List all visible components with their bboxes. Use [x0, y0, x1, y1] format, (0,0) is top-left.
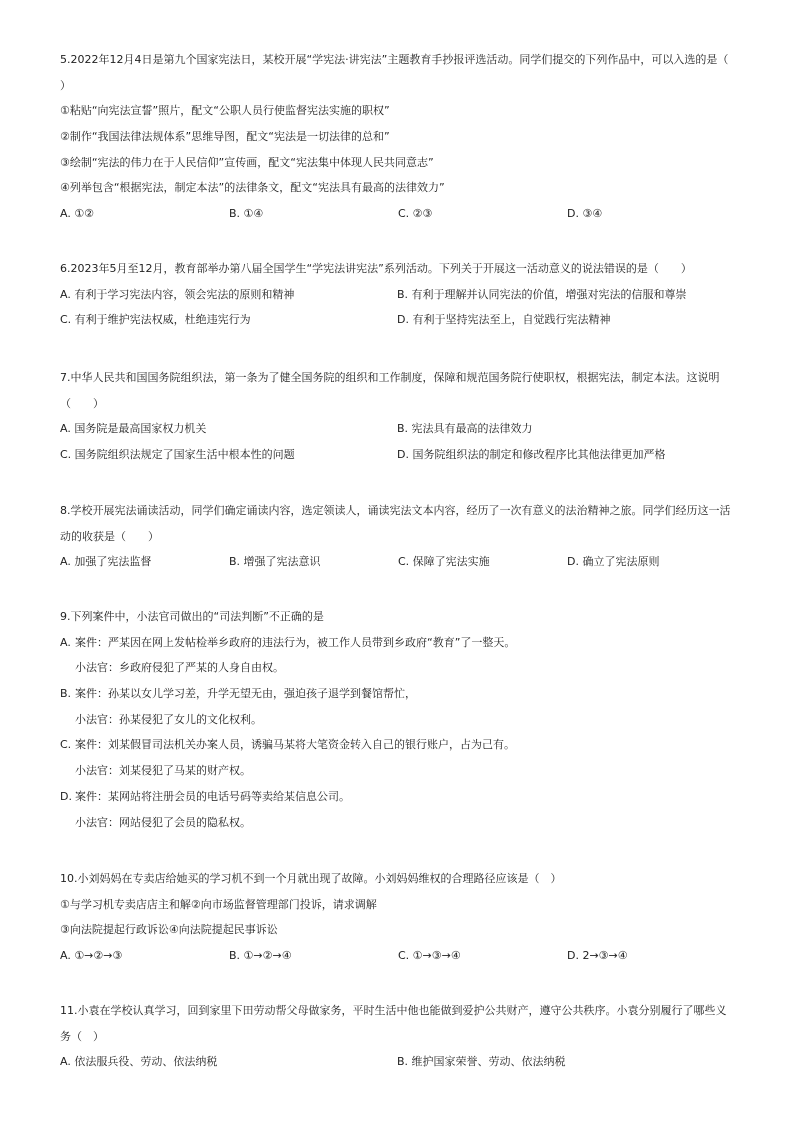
option-case: 案件：刘某假冒司法机关办案人员，诱骗马某将大笔资金转入自己的银行账户，占为己有。	[75, 738, 515, 752]
option-a[interactable]: A. ①②	[60, 207, 95, 221]
option-b[interactable]: B. 宪法具有最高的法律效力	[397, 422, 533, 436]
question-7-stem: 7.中华人民共和国国务院组织法，第一条为了健全国务院的组织和工作制度，保障和规范国务院行使职权，根据宪法，制定本法。这说明	[60, 371, 720, 384]
option-label: C.	[60, 738, 72, 752]
option-b[interactable]: B. 维护国家荣誉、劳动、依法纳税	[397, 1055, 566, 1069]
option-a[interactable]	[60, 630, 740, 656]
option-c-judgement	[60, 758, 740, 784]
option-label: B.	[60, 687, 72, 701]
option-b[interactable]	[60, 681, 740, 707]
option-c[interactable]: C. 有利于维护宪法权威，杜绝违宪行为	[60, 313, 251, 327]
question-10-item: ③向法院提起行政诉讼④向法院提起民事诉讼	[60, 923, 278, 937]
option-a[interactable]: A. 国务院是最高国家权力机关	[60, 422, 207, 436]
option-label: A.	[60, 635, 71, 649]
option-d[interactable]: D. ③④	[567, 207, 603, 221]
question-11-options-row1	[60, 1049, 740, 1075]
question-5-item: ④列举包含“根据宪法，制定本法”的法律条文，配文“宪法具有最高的法律效力”	[60, 181, 445, 195]
option-d[interactable]: D. 国务院组织法的制定和修改程序比其他法律更加严格	[397, 448, 666, 462]
option-case: 案件：严某因在网上发帖检举乡政府的违法行为，被工作人员带到乡政府“教育”了一整天。	[75, 635, 516, 649]
option-judge: 小法官：乡政府侵犯了严某的人身自由权。	[75, 661, 284, 675]
option-case: 案件：某网站将注册会员的电话号码等卖给某信息公司。	[75, 789, 350, 803]
option-b[interactable]: B. 有利于理解并认同宪法的价值，增强对宪法的信服和尊崇	[397, 287, 687, 301]
option-label: D.	[60, 789, 72, 803]
question-10-options	[60, 943, 740, 969]
option-b[interactable]: B. 增强了宪法意识	[229, 555, 321, 569]
option-d-judgement	[60, 810, 740, 836]
question-10-item: ①与学习机专卖店店主和解②向市场监督管理部门投诉，请求调解	[60, 897, 377, 911]
question-8-stem: 8.学校开展宪法诵读活动，同学们确定诵读内容，选定领读人，诵读宪法文本内容，经历了一次有意义的法治精神之旅。同学们经历这一活	[60, 504, 731, 517]
option-b[interactable]: B. ①④	[229, 207, 264, 221]
question-6-stem: 6.2023年5月至12月，教育部举办第八届全国学生“学宪法讲宪法”系列活动。下列关于开展这一活动意义的说法错误的是（ ）	[60, 262, 692, 275]
option-a[interactable]: A. 有利于学习宪法内容，领会宪法的原则和精神	[60, 287, 295, 301]
option-b-judgement	[60, 707, 740, 733]
option-d[interactable]: D. 2→③→④	[567, 949, 628, 963]
option-d[interactable]: D. 有利于坚持宪法至上，自觉践行宪法精神	[397, 313, 611, 327]
question-8-stem-cont: 动的收获是（ ）	[60, 529, 159, 543]
question-7-stem-cont: （ ）	[60, 396, 104, 410]
option-a-judgement	[60, 655, 740, 681]
question-7-options-row2	[60, 442, 740, 468]
option-judge: 小法官：网站侵犯了会员的隐私权。	[75, 815, 251, 829]
option-c[interactable]	[60, 732, 740, 758]
question-5	[60, 47, 740, 227]
question-11-stem-cont: 务（ ）	[60, 1029, 104, 1043]
option-d[interactable]: D. 确立了宪法原则	[567, 555, 660, 569]
option-c[interactable]: C. ①→③→④	[398, 949, 461, 963]
question-10	[60, 866, 740, 969]
option-a[interactable]: A. 加强了宪法监督	[60, 555, 152, 569]
option-c[interactable]: C. ②③	[398, 207, 433, 221]
question-6-options-row2	[60, 307, 740, 333]
option-judge: 小法官：孙某侵犯了女儿的文化权利。	[75, 712, 262, 726]
option-d[interactable]	[60, 784, 740, 810]
option-a[interactable]: A. 依法服兵役、劳动、依法纳税	[60, 1055, 218, 1069]
question-5-item: ②制作“我国法律法规体系”思维导图，配文“宪法是一切法律的总和”	[60, 130, 390, 144]
question-9	[60, 604, 740, 835]
option-a[interactable]: A. ①→②→③	[60, 949, 123, 963]
question-5-stem: 5.2022年12月4日是第九个国家宪法日，某校开展“学宪法·讲宪法”主题教育手抄报评选活动。同学们提交的下列作品中，可以入选的是（	[60, 53, 729, 66]
question-7	[60, 365, 740, 468]
question-8	[60, 498, 740, 575]
option-c[interactable]: C. 国务院组织法规定了国家生活中根本性的问题	[60, 448, 295, 462]
question-5-item: ①粘贴“向宪法宣誓”照片，配文“公职人员行使监督宪法实施的职权”	[60, 104, 390, 118]
question-6-options-row1	[60, 282, 740, 308]
question-9-stem: 9.下列案件中，小法官司做出的“司法判断”不正确的是	[60, 610, 324, 623]
question-10-stem: 10.小刘妈妈在专卖店给她买的学习机不到一个月就出现了故障。小刘妈妈维权的合理路径应该是（ ）	[60, 872, 562, 885]
question-8-options	[60, 549, 740, 575]
option-c[interactable]: C. 保障了宪法实施	[398, 555, 490, 569]
question-6	[60, 256, 740, 333]
option-judge: 小法官：刘某侵犯了马某的财产权。	[75, 764, 251, 778]
option-case: 案件：孙某以女儿学习差，升学无望无由，强迫孩子退学到餐馆帮忙，	[75, 687, 416, 701]
question-5-options	[60, 201, 740, 227]
question-11	[60, 998, 740, 1075]
option-b[interactable]: B. ①→②→④	[229, 949, 292, 963]
question-11-stem: 11.小袁在学校认真学习，回到家里下田劳动帮父母做家务，平时生活中他也能做到爱护公共财产，遵守公共秩序。小袁分别履行了哪些义	[60, 1004, 727, 1017]
question-5-stem-cont: ）	[60, 78, 71, 92]
question-7-options-row1	[60, 416, 740, 442]
question-5-item: ③绘制“宪法的伟力在于人民信仰”宣传画，配文“宪法集中体现人民共同意志”	[60, 155, 434, 169]
